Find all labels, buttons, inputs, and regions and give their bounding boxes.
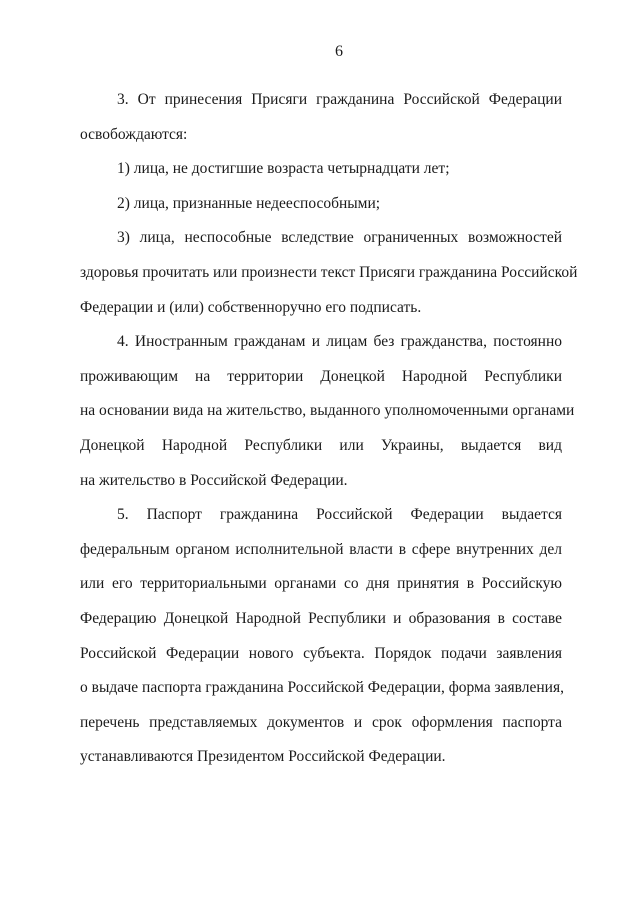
text-line: здоровья прочитать или произнести текст Присяги гражданина Российской <box>80 263 578 281</box>
paragraph-3-exemption <box>80 83 562 152</box>
text-line: на жительство в Российской Федерации. <box>80 471 348 489</box>
text-line: 3. От принесения Присяги гражданина Российской Федерации <box>117 91 562 108</box>
list-item-2 <box>80 187 562 222</box>
list-item-3 <box>80 221 578 325</box>
paragraph-5-passport <box>80 498 562 775</box>
text-line: 2) лица, признанные недееспособными; <box>117 194 381 212</box>
document-body <box>80 83 578 775</box>
text-line: устанавливаются Президентом Российской Федерации. <box>80 748 446 766</box>
text-line: 5. Паспорт гражданина Российской Федерации выдается <box>117 506 562 524</box>
text-line: 4. Иностранным гражданам и лицам без гражданства, постоянно <box>117 333 562 351</box>
paragraph-4-residence-permit <box>80 325 575 498</box>
text-line: Российской Федерации нового субъекта. Порядок подачи заявления <box>80 644 562 662</box>
text-line: на основании вида на жительство, выданного уполномоченными органами <box>80 402 575 420</box>
text-line: о выдаче паспорта гражданина Российской Федерации, форма заявления, <box>80 679 564 697</box>
text-line: перечень представляемых документов и срок оформления паспорта <box>80 713 562 731</box>
page-number: 6 <box>335 43 343 60</box>
text-line: Федерацию Донецкой Народной Республики и образования в составе <box>80 609 562 627</box>
text-line: или его территориальными органами со дня принятия в Российскую <box>80 575 562 593</box>
text-line: 3) лица, неспособные вследствие ограниченных возможностей <box>117 229 562 247</box>
text-line: 1) лица, не достигшие возраста четырнадцати лет; <box>117 160 450 178</box>
text-line: Донецкой Народной Республики или Украины, выдается вид <box>80 436 562 454</box>
text-line: федеральным органом исполнительной власти в сфере внутренних дел <box>80 540 562 558</box>
text-line: освобождаются: <box>80 125 188 143</box>
text-line: Федерации и (или) собственноручно его подписать. <box>80 298 422 316</box>
text-line: проживающим на территории Донецкой Народной Республики <box>80 367 562 385</box>
list-item-1 <box>80 152 562 187</box>
